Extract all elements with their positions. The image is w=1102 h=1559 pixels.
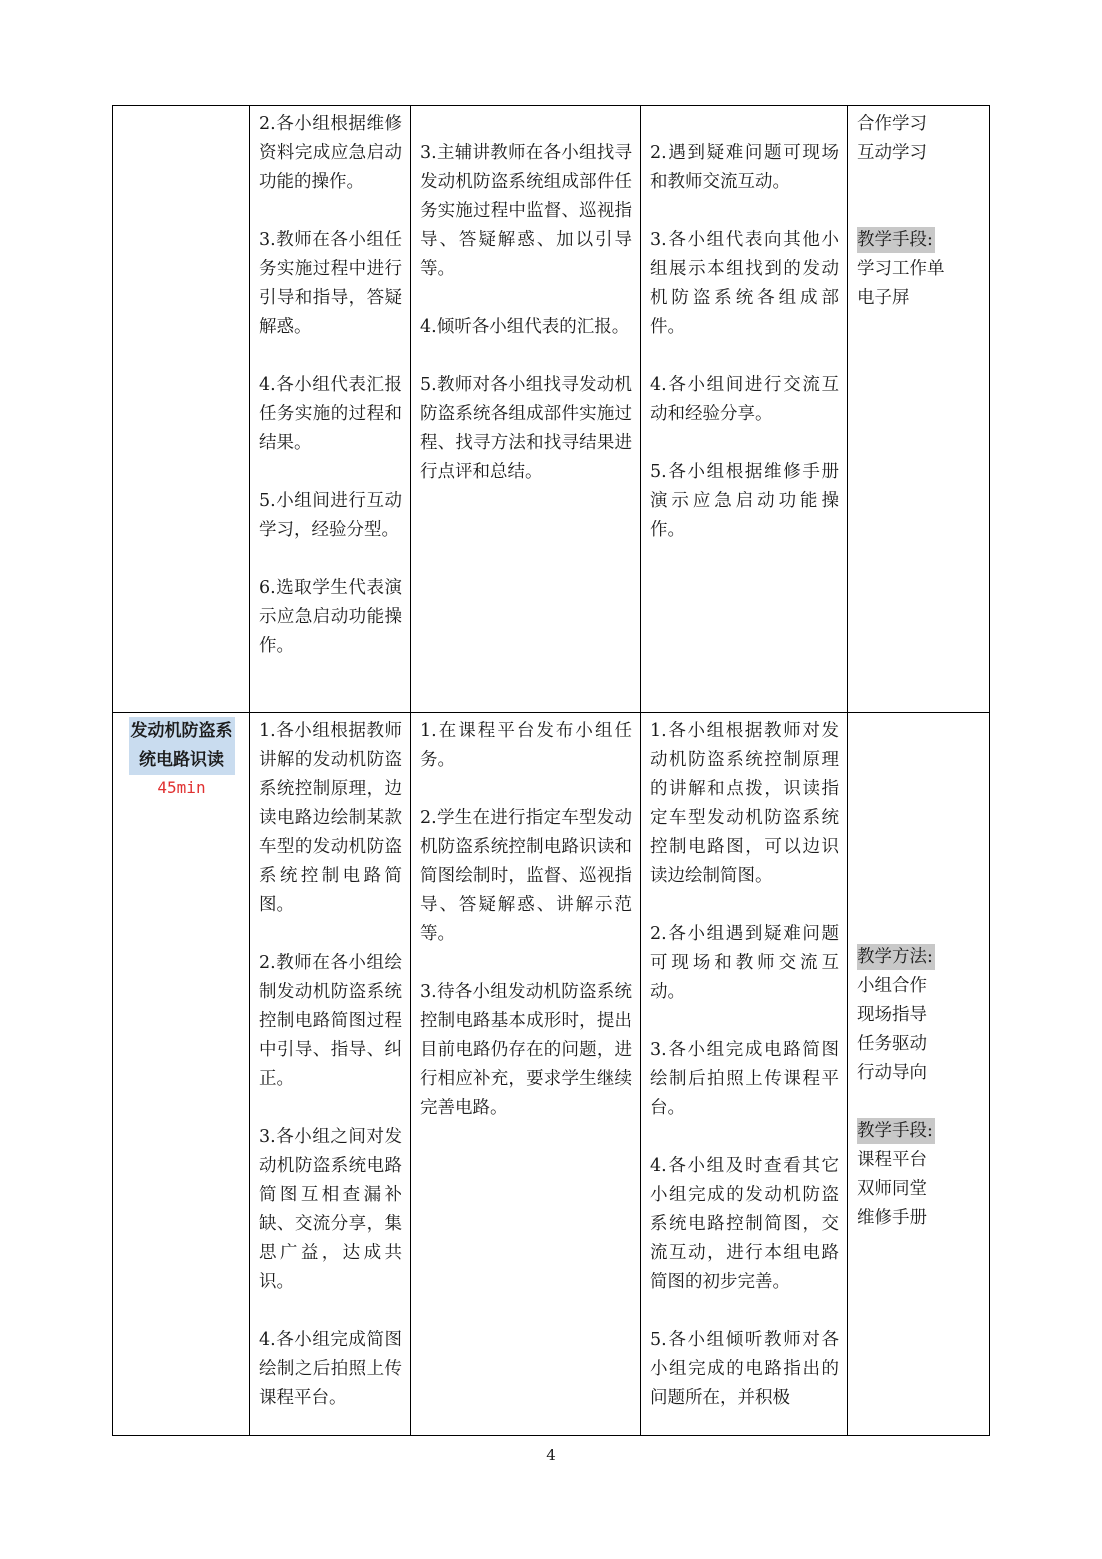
paragraph: 2.遇到疑难问题可现场和教师交流互动。 (650, 143, 839, 192)
paragraph: 4.各小组间进行交流互动和经验分享。 (650, 375, 839, 424)
teaching-methods-label: 教学方法: (857, 944, 935, 970)
content-cell (250, 713, 411, 1436)
means-item: 课程平台 (857, 1150, 927, 1170)
paragraph: 5.小组间进行互动学习，经验分型。 (259, 491, 402, 540)
page-number: 4 (546, 1446, 556, 1464)
means-item: 维修手册 (857, 1208, 927, 1228)
paragraph: 4.各小组完成简图绘制之后拍照上传课程平台。 (259, 1330, 402, 1408)
table-row (113, 106, 990, 713)
method-item: 小组合作 (857, 976, 927, 996)
paragraph: 1.在课程平台发布小组任务。 (420, 721, 632, 770)
paragraph: 3.教师在各小组任务实施过程中进行引导和指导，答疑解惑。 (259, 230, 402, 337)
paragraph: 2.教师在各小组绘制发动机防盗系统控制电路简图过程中引导、指导、纠正。 (259, 953, 402, 1089)
paragraph: 3.待各小组发动机防盗系统控制电路基本成形时，提出目前电路仍存在的问题，进行相应补充，要求学生继续完善电路。 (420, 982, 632, 1118)
stage-cell-empty (113, 106, 250, 713)
student-activity-cell (641, 106, 848, 713)
means-item: 电子屏 (857, 288, 910, 308)
content-cell (250, 106, 411, 713)
table-row (113, 713, 990, 1436)
teacher-activity-cell (411, 106, 641, 713)
means-item: 双师同堂 (857, 1179, 927, 1199)
stage-title-cell (113, 713, 250, 1436)
stage-duration: 45min (157, 778, 206, 797)
teaching-means-label: 教学手段: (857, 1118, 935, 1144)
paragraph: 5.教师对各小组找寻发动机防盗系统各组成部件实施过程、找寻方法和找寻结果进行点评和总结。 (420, 375, 632, 482)
method-item: 合作学习 (857, 114, 927, 134)
paragraph: 4.各小组代表汇报任务实施的过程和结果。 (259, 375, 402, 453)
methods-cell (848, 713, 990, 1436)
paragraph: 2.各小组遇到疑难问题可现场和教师交流互动。 (650, 924, 839, 1002)
stage-title (129, 717, 235, 775)
methods-cell (848, 106, 990, 713)
paragraph: 6.选取学生代表演示应急启动功能操作。 (259, 578, 402, 656)
student-activity-cell (641, 713, 848, 1436)
paragraph: 3.各小组代表向其他小组展示本组找到的发动机防盗系统各组成部件。 (650, 230, 839, 337)
method-item: 互动学习 (857, 143, 927, 163)
method-item: 任务驱动 (857, 1034, 927, 1054)
lesson-plan-table (112, 105, 990, 1436)
paragraph: 1.各小组根据教师讲解的发动机防盗系统控制原理，边读电路边绘制某款车型的发动机防盗系统控制电路简图。 (259, 721, 402, 915)
method-item: 行动导向 (857, 1063, 927, 1083)
paragraph: 1.各小组根据教师对发动机防盗系统控制原理的讲解和点拨，识读指定车型发动机防盗系统控制电路图，可以边识读边绘制简图。 (650, 721, 839, 886)
teacher-activity-cell (411, 713, 641, 1436)
paragraph: 3.各小组完成电路简图绘制后拍照上传课程平台。 (650, 1040, 839, 1118)
means-item: 学习工作单 (857, 259, 945, 279)
paragraph: 3.主辅讲教师在各小组找寻发动机防盗系统组成部件任务实施过程中监督、巡视指导、答疑解惑、加以引导等。 (420, 143, 632, 279)
paragraph: 2.各小组根据维修资料完成应急启动功能的操作。 (259, 114, 402, 192)
paragraph: 3.各小组之间对发动机防盗系统电路简图互相查漏补缺、交流分享，集思广益，达成共识。 (259, 1127, 402, 1292)
method-item: 现场指导 (857, 1005, 927, 1025)
teaching-means-label: 教学手段: (857, 227, 935, 253)
paragraph: 5.各小组根据维修手册演示应急启动功能操作。 (650, 462, 839, 540)
stage-title-line: 统电路识读 (139, 750, 224, 770)
stage-title-line: 发动机防盗系 (130, 721, 233, 741)
paragraph: 2.学生在进行指定车型发动机防盗系统控制电路识读和简图绘制时，监督、巡视指导、答疑解惑、讲解示范等。 (420, 808, 632, 944)
paragraph: 4.倾听各小组代表的汇报。 (420, 317, 630, 337)
paragraph: 4.各小组及时查看其它小组完成的发动机防盗系统电路控制简图，交流互动，进行本组电路简图的初步完善。 (650, 1156, 839, 1292)
paragraph: 5.各小组倾听教师对各小组完成的电路指出的问题所在，并积极 (650, 1330, 839, 1408)
